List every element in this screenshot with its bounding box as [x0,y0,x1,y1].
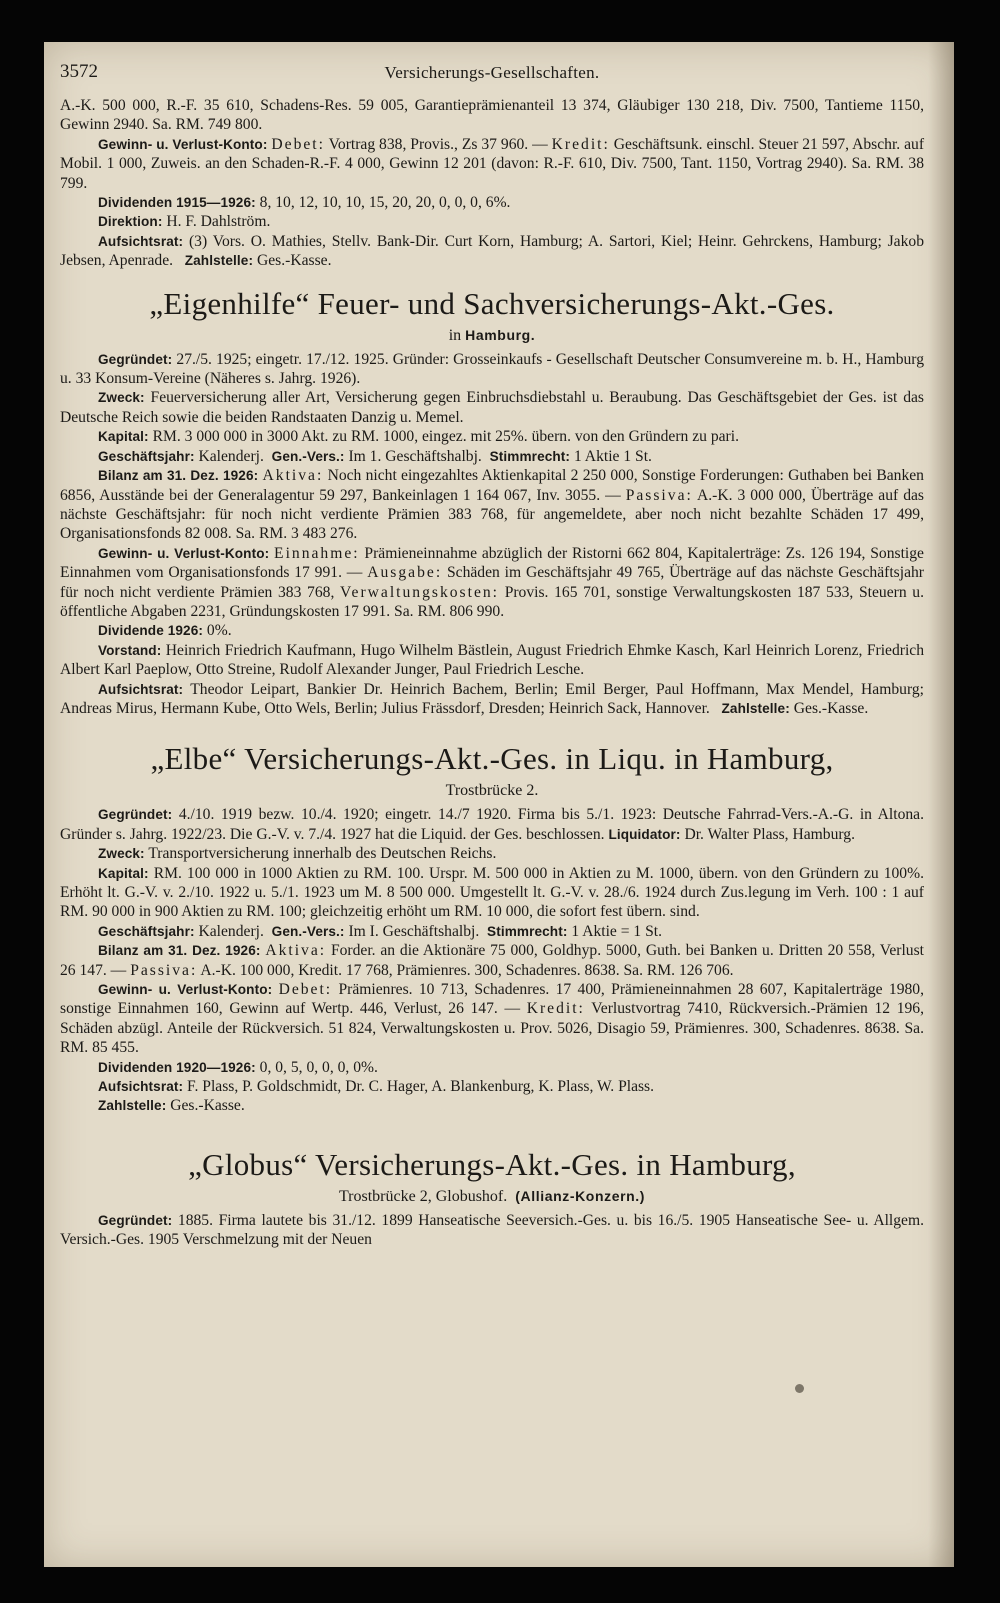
paying-office-text: Ges.-Kasse. [256,252,332,270]
company-address-line [60,1186,924,1207]
voting-right-label: Stimmrecht: [489,448,571,464]
supervisory-board-label: Aufsichtsrat: [98,681,184,697]
dividends-paragraph [60,193,924,212]
expense-label: Ausgabe: [367,564,443,582]
company-address: Trostbrücke 2, Globushof. [338,1187,508,1205]
kredit-text: Verlustvortrag 7410, Rückversich.-Prämien 12 196, Schäden abzügl. Anteile der Rückversich. 51 824, Verwaltungskosten u. Prov. 5026, Disagio 59, Prämienres. 300, Schadenres. 8638. Sa. RM. 85 455. [60,1000,925,1057]
fiscal-year-paragraph [60,922,924,941]
entry-elbe [60,740,924,1116]
supervisory-board-label: Aufsichtsrat: [98,233,184,249]
profit-loss-label: Gewinn- u. Verlust-Konto: [98,136,268,152]
dividends-text: 8, 10, 12, 10, 10, 15, 20, 20, 0, 0, 0, 6%. [259,194,511,212]
running-title: Versicherungs-Gesellschaften. [384,63,600,82]
profit-loss-paragraph [60,544,924,622]
ink-blot [795,1384,804,1393]
kredit-text: Geschäftsunk. einschl. Steuer 21 597, Abschr. auf Mobil. 1 000, Zuweis. an den Schaden-R.-F. 4 000, Gewinn 12 201 (davon: R.-F. 610, Div. 7500, Tant. 1150, Vortrag 2940). Sa. RM. 38 799. [60,135,925,192]
founded-label: Gegründet: [98,1212,173,1228]
dividend-paragraph [60,621,924,640]
direction-text: H. F. Dahlström. [166,213,271,231]
paying-office-label: Zahlstelle: [98,1098,167,1114]
page-sheet [44,42,954,1567]
paying-office-paragraph [60,1096,924,1115]
board-text: Heinrich Friedrich Kaufmann, Hugo Wilhelm Bästlein, August Friedrich Ehmke Kasch, Karl Heinrich Lorenz, Friedrich Albert Karl Paeplow, Otto Streine, Rudolf Alexander Junger, Paul Friedrich Lesche. [60,641,924,679]
kredit-label: Kredit: [526,1000,585,1018]
admin-costs-text: Provis. 165 701, sonstige Verwaltungskosten 187 533, Steuern u. öffentliche Abgaben 2231, Gründungskosten 17 991. Sa. RM. 806 990. [60,583,924,620]
general-meeting-label: Gen.-Vers.: [271,923,345,939]
fiscal-year-label: Geschäftsjahr: [98,448,195,464]
dividend-text: 0%. [206,622,232,640]
balance-label: Bilanz am 31. Dez. 1926: [98,943,261,959]
fiscal-year-paragraph [60,447,924,466]
board-label: Vorstand: [98,642,162,658]
expense-text: Schäden im Geschäftsjahr 49 765, Überträge auf das nächste Geschäftsjahr für noch nicht verdiente Prämien 383 768, [60,564,924,601]
liquidator-text: Dr. Walter Plass, Hamburg. [684,825,855,843]
debet-label: Debet: [278,981,333,999]
founded-label: Gegründet: [98,807,173,823]
company-title: „Globus“ Versicherungs-Akt.-Ges. in Hamburg, [188,1146,796,1182]
profit-loss-paragraph [60,980,924,1058]
paying-office-text: Ges.-Kasse. [170,1097,245,1115]
capital-text: RM. 100 000 in 1000 Aktien zu RM. 100. Urspr. M. 500 000 in Aktien zu M. 1000, übern. von den Gründern zu 100%. Erhöht lt. G.-V. v. 2./10. 1922 u. 5./1. 1923 um M. 8 500 000. Umgestellt lt. G.-V. v. 28./6. 1924 durch Zus.legung im Verh. 100 : 1 auf RM. 90 000 in 900 Aktien zu RM. 100; gleichzeitig erhöht um RM. 10 000, die sofort fest übern. sind. [60,864,924,921]
supervisory-board-paragraph [60,232,924,271]
voting-right-label: Stimmrecht: [487,923,568,939]
page-header [60,62,924,96]
company-title: „Eigenhilfe“ Feuer- und Sachversicherungs-Akt.-Ges. [149,285,835,321]
page-content [60,62,924,1250]
entry-globus [60,1146,924,1250]
direction-paragraph [60,212,924,231]
paying-office-label: Zahlstelle: [721,700,790,716]
direction-label: Direktion: [98,214,163,230]
dividends-label: Dividenden 1920—1926: [98,1059,256,1075]
liabilities-text: A.-K. 100 000, Kredit. 17 768, Prämienres. 300, Schadenres. 8638. Sa. RM. 126 706. [200,961,734,979]
purpose-text: Transportversicherung innerhalb des Deutschen Reichs. [148,845,497,863]
capital-label: Kapital: [98,865,149,881]
general-meeting-text: Im I. Geschäftshalbj. [348,922,480,940]
liabilities-label: Passiva: [130,961,198,979]
paying-office-label: Zahlstelle: [184,253,254,269]
balance-paragraph [60,941,924,980]
debet-text: Prämienres. 10 713, Schadenres. 17 400, Prämieneinnahmen 28 607, Kapitalerträge 1980, sonstige Einnahmen 160, Gewinn auf Wertp. 446, Verlust, 26 147. — [60,981,924,1018]
general-meeting-label: Gen.-Vers.: [271,448,345,464]
supervisory-board-paragraph [60,680,924,719]
entry-eigenhilfe [60,285,924,719]
assets-text: Noch nicht eingezahltes Aktienkapital 2 250 000, Sonstige Forderungen: Guthaben bei Banken 6856, Ausstände bei der Generalagentur 59 297, Bankeinlagen 1 164 067, Inv. 3055. — [60,467,924,504]
dividends-text: 0, 0, 5, 0, 0, 0, 0%. [259,1058,378,1076]
fiscal-year-label: Geschäftsjahr: [98,923,195,939]
fiscal-year-text: Kalenderj. [198,447,264,465]
debet-text: Vortrag 838, Provis., Zs 37 960. — [328,135,548,153]
purpose-label: Zweck: [98,390,145,406]
liabilities-label: Passiva: [625,486,693,504]
founded-label: Gegründet: [98,351,173,367]
previous-entry-continuation [60,96,924,271]
income-text: Prämieneinnahme abzüglich der Ristorni 662 804, Kapitalerträge: Zs. 126 194, Sonstige Einnahmen vom Organisationsfonds 17 991. — [60,544,924,582]
dividends-label: Dividenden 1915—1926: [98,195,256,211]
founded-paragraph [60,350,924,389]
fiscal-year-text: Kalenderj. [198,922,264,940]
balance-label: Bilanz am 31. Dez. 1926: [98,468,259,484]
page-number: 3572 [60,61,98,82]
profit-loss-paragraph [60,135,924,193]
balance-paragraph [60,466,924,544]
company-title: „Elbe“ Versicherungs-Akt.-Ges. in Liqu. in Hamburg, [150,741,834,777]
debet-label: Debet: [271,135,325,153]
konzern-label: (Allianz-Konzern.) [515,1187,646,1204]
capital-label: Kapital: [98,429,149,445]
paying-office-text: Ges.-Kasse. [793,699,869,717]
purpose-text: Feuerversicherung aller Art, Versicherung gegen Einbruchsdiebstahl u. Beraubung. Das Geschäftsgebiet der Ges. ist das Deutsche Reich sowie die beiden Randstaaten Danzig u. Memel. [60,389,924,426]
admin-costs-label: Verwaltungskosten: [340,583,500,601]
dividend-label: Dividende 1926: [98,623,204,639]
founded-paragraph [60,1211,924,1250]
assets-label: Aktiva: [265,942,327,960]
purpose-paragraph [60,844,924,863]
purpose-paragraph [60,388,924,427]
assets-text: Forder. an die Aktionäre 75 000, Goldhyp. 5000, Guth. bei Banken u. Dritten 20 558, Verlust 26 147. — [60,942,924,979]
founded-text: 4./10. 1919 bezw. 10./4. 1920; eingetr. 14./7 1920. Firma bis 5./1. 1923: Deutsche Fahrrad-Vers.-A.-G. in Altona. Gründer s. Jahrg. 1922/23. Die G.-V. v. 7./4. 1927 hat die Liquid. der Ges. beschlossen. [60,806,924,843]
income-label: Einnahme: [274,544,360,562]
company-address: Trostbrücke 2. [445,782,539,800]
kredit-label: Kredit: [551,135,610,153]
assets-label: Aktiva: [262,467,324,485]
book-spine-shadow [928,42,954,1567]
profit-loss-label: Gewinn- u. Verlust-Konto: [98,545,270,561]
supervisory-board-label: Aufsichtsrat: [98,1079,184,1095]
purpose-label: Zweck: [98,846,145,862]
dividends-paragraph [60,1058,924,1077]
capital-paragraph [60,427,924,446]
location-city: Hamburg. [465,326,536,343]
founded-text: 1885. Firma lautete bis 31./12. 1899 Hanseatische Seeversich.-Ges. u. bis 16./5. 1905 Hanseatische See- u. Allgem. Versich.-Ges. 1905 Verschmelzung mit der Neuen [60,1211,924,1249]
company-location [60,325,924,346]
supervisory-board-text: F. Plass, P. Goldschmidt, Dr. C. Hager, A. Blankenburg, K. Plass, W. Plass. [187,1078,655,1096]
capital-paragraph [60,864,924,922]
founded-text: 27./5. 1925; eingetr. 17./12. 1925. Gründer: Grosseinkaufs - Gesellschaft Deutscher Consumvereine m. b. H., Hamburg u. 33 Konsum-Vereine (Näheres s. Jahrg. 1926). [60,350,924,388]
location-prefix: in [448,326,462,344]
board-paragraph [60,641,924,680]
voting-right-text: 1 Aktie 1 St. [573,447,652,465]
profit-loss-label: Gewinn- u. Verlust-Konto: [98,982,273,998]
liquidator-label: Liquidator: [608,826,681,842]
balance-continuation: A.-K. 500 000, R.-F. 35 610, Schadens-Res. 59 005, Garantieprämienanteil 13 374, Gläubiger 130 218, Div. 7500, Tantieme 1150, Gewinn 2940. Sa. RM. 749 800. [60,97,924,134]
supervisory-board-paragraph [60,1077,924,1096]
general-meeting-text: Im 1. Geschäftshalbj. [348,447,482,465]
liabilities-text: A.-K. 3 000 000, Überträge auf das nächste Geschäftsjahr: für noch nicht verdiente Prämien 383 768, für angemeldete, aber noch nicht bezahlte Schäden 17 499, Organisationsfonds 82 008. Sa. RM. 3 483 276. [60,486,924,543]
founded-paragraph [60,805,924,844]
supervisory-board-text: Theodor Leipart, Bankier Dr. Heinrich Bachem, Berlin; Emil Berger, Paul Hoffmann, Max Mendel, Hamburg; Andreas Mirus, Hermann Kube, Otto Wels, Berlin; Julius Frässdorf, Dresden; Heinrich Sack, Hannover. [60,680,924,717]
voting-right-text: 1 Aktie = 1 St. [571,922,663,940]
capital-text: RM. 3 000 000 in 3000 Akt. zu RM. 1000, eingez. mit 25%. übern. von den Gründern zu pari. [152,428,739,446]
supervisory-board-text: (3) Vors. O. Mathies, Stellv. Bank-Dir. Curt Korn, Hamburg; A. Sartori, Kiel; Heinr. Gehrckens, Hamburg; Jakob Jebsen, Apenrade. [60,232,924,270]
